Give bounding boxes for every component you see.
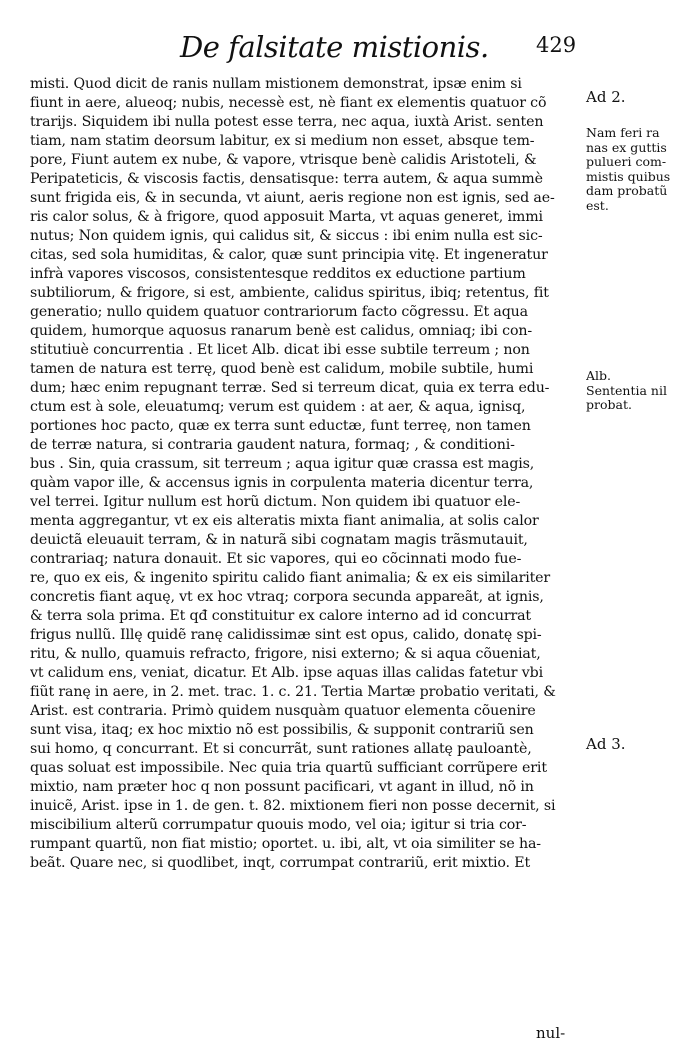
text-line: beãt. Quare nec, si quodlibet, inqt, corrumpat contrariũ, erit mixtio. Et bbox=[30, 855, 531, 871]
page-number: 429 bbox=[536, 33, 577, 57]
text-line: stitutiuè concurrentia . Et licet Alb. dicat ibi esse subtile terreum ; non bbox=[30, 342, 530, 358]
text-line: trarijs. Siquidem ibi nulla potest esse terra, nec aqua, iuxtà Arist. senten bbox=[30, 114, 544, 130]
text-line: citas, sed sola humiditas, & calor, quæ sunt principia vitę. Et ingeneratur bbox=[30, 247, 548, 263]
text-line: mixtio, nam præter hoc q non possunt pacificari, vt agant in illud, nõ in bbox=[30, 779, 534, 795]
text-line: quàm vapor ille, & accensus ignis in corpulenta materia dicentur terra, bbox=[30, 475, 534, 491]
margin-note-line: Sententia nil bbox=[586, 383, 667, 398]
text-line: dum; hæc enim repugnant terræ. Sed si terreum dicat, quia ex terra edu- bbox=[30, 380, 550, 396]
text-line: concretis fiant aquę, vt ex hoc vtraq; corpora secunda appareãt, at ignis, bbox=[30, 589, 544, 605]
text-line: infrà vapores viscosos, consistentesque redditos ex eductione partium bbox=[30, 266, 526, 282]
running-head: De falsitate mistionis. bbox=[180, 30, 489, 64]
text-line: misti. Quod dicit de ranis nullam mistionem demonstrat, ipsæ enim si bbox=[30, 76, 522, 92]
text-line: sui homo, q concurrant. Et si concurrãt, sunt rationes allatę pauloantè, bbox=[30, 741, 532, 757]
margin-note-line: dam probatũ bbox=[586, 184, 668, 198]
text-line: generatio; nullo quidem quatuor contrariorum facto cõgressu. Et aqua bbox=[30, 304, 528, 320]
margin-note-ad-3: Ad 3. bbox=[586, 735, 626, 753]
text-line: vel terrei. Igitur nullum est horũ dictum. Non quidem ibi quatuor ele- bbox=[30, 494, 521, 510]
main-text-column bbox=[30, 75, 576, 873]
text-line: Arist. est contraria. Primò quidem nusquàm quatuor elementa cõuenire bbox=[30, 703, 536, 719]
margin-note-line: mistis quibus bbox=[586, 169, 671, 184]
text-line: subtiliorum, & frigore, si est, ambiente, calidus spiritus, ibiq; retentus, fit bbox=[30, 285, 549, 301]
catchword: nul- bbox=[536, 1024, 566, 1042]
text-line: sunt frigida eis, & in secunda, vt aiunt, aeris regione non est ignis, sed ae- bbox=[30, 190, 555, 206]
page-header bbox=[0, 30, 700, 70]
text-line: & terra sola prima. Et qđ constituitur ex calore interno ad id concurrat bbox=[30, 608, 531, 624]
text-line: re, quo ex eis, & ingenito spiritu calido fiant animalia; & ex eis similariter bbox=[30, 570, 551, 586]
text-line: bus . Sin, quia crassum, sit terreum ; aqua igitur quæ crassa est magis, bbox=[30, 456, 535, 472]
text-line: miscibilium alterũ corrumpatur quouis modo, vel oia; igitur si tria cor- bbox=[30, 817, 527, 833]
text-line: quidem, humorque aquosus ranarum benè est calidus, omniaq; ibi con- bbox=[30, 323, 532, 339]
margin-note-line: pulueri com- bbox=[586, 155, 667, 169]
text-line: ritu, & nullo, quamuis refracto, frigore, nisi externo; & si aqua cõueniat, bbox=[30, 646, 541, 662]
text-line: inuicẽ, Arist. ipse in 1. de gen. t. 82. mixtionem fieri non posse decernit, si bbox=[30, 798, 556, 814]
text-line: deuictã eleuauit terram, & in naturã sibi cognatam magis trãsmutauit, bbox=[30, 532, 528, 548]
text-line: ris calor solus, & à frigore, quod apposuit Marta, vt aquas generet, immi bbox=[30, 209, 543, 225]
text-line: tiam, nam statim deorsum labitur, ex si medium non esset, absque tem- bbox=[30, 133, 535, 149]
text-line: ctum est à sole, eleuatumq; verum est quidem : at aer, & aqua, ignisq, bbox=[30, 399, 526, 415]
margin-note-line: nas ex guttis bbox=[586, 140, 667, 155]
text-line: Peripateticis, & viscosis factis, densatisque: terra autem, & aqua summè bbox=[30, 171, 543, 187]
margin-note-line: Nam feri ra bbox=[586, 126, 660, 140]
margin-note-ad-2: Ad 2. bbox=[586, 88, 626, 106]
text-line: frigus nullũ. Illę quidẽ ranę calidissimæ sint est opus, calido, donatę spi- bbox=[30, 627, 542, 643]
text-line: quas soluat est impossibile. Nec quia tria quartũ sufficiant corrũpere erit bbox=[30, 760, 547, 776]
text-line: nutus; Non quidem ignis, qui calidus sit, & siccus : ibi enim nulla est sic- bbox=[30, 228, 543, 244]
text-line: tamen de natura est terrę, quod benè est calidum, mobile subtile, humi bbox=[30, 361, 534, 377]
margin-note-line: est. bbox=[586, 198, 609, 213]
text-line: contrariaq; natura donauit. Et sic vapores, qui eo cõcinnati modo fue- bbox=[30, 551, 522, 567]
text-line: portiones hoc pacto, quæ ex terra sunt eductæ, funt terreę, non tamen bbox=[30, 418, 531, 434]
margin-note-frog-generation bbox=[586, 126, 698, 213]
text-line: menta aggregantur, vt ex eis alteratis mixta fiant animalia, at solis calor bbox=[30, 513, 539, 529]
margin-note-line: probat. bbox=[586, 398, 632, 412]
text-line: vt calidum ens, veniat, dicatur. Et Alb. ipse aquas illas calidas fatetur vbi bbox=[30, 665, 543, 681]
text-line: fiunt in aere, alueoq; nubis, necessè est, nè fiant ex elementis quatuor cõ bbox=[30, 95, 547, 111]
margin-note-albertus bbox=[586, 369, 698, 413]
text-line: sunt visa, itaq; ex hoc mixtio nõ est possibilis, & supponit contrariũ sen bbox=[30, 722, 534, 738]
text-line: pore, Fiunt autem ex nube, & vapore, vtrisque benè calidis Aristoteli, & bbox=[30, 152, 537, 168]
margin-note-line: Alb. bbox=[586, 369, 611, 383]
text-line: rumpant quartũ, non fiat mistio; oportet. u. ibi, alt, vt oia similiter se ha- bbox=[30, 836, 541, 852]
text-line: de terræ natura, si contraria gaudent natura, formaq; , & conditioni- bbox=[30, 437, 515, 453]
text-line: fiũt ranę in aere, in 2. met. trac. 1. c. 21. Tertia Martæ probatio veritati, & bbox=[30, 684, 556, 700]
